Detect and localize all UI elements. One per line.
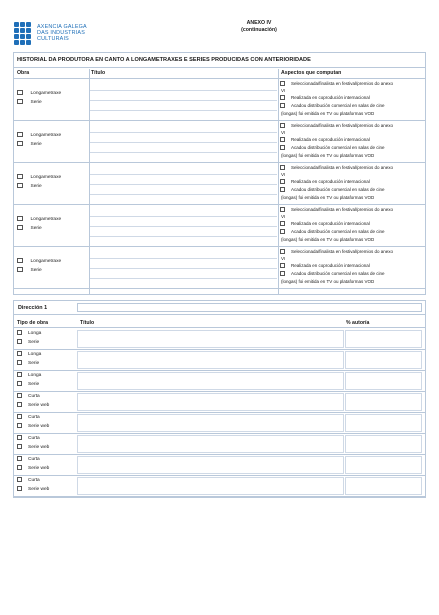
obra-label: Longametraxe (30, 133, 62, 138)
tipo-checkbox[interactable] (17, 435, 22, 440)
tipo-checkbox[interactable] (17, 360, 22, 365)
serie-checkbox[interactable] (17, 267, 23, 273)
history-section (13, 52, 426, 295)
tipo-label: Serie web (28, 402, 50, 408)
tipo-checkbox[interactable] (17, 372, 22, 377)
festival-checkbox[interactable] (280, 207, 285, 212)
tipo-checkbox[interactable] (17, 414, 22, 419)
serie-checkbox[interactable] (17, 225, 23, 231)
authorship-input[interactable] (345, 393, 422, 411)
obra-options (17, 257, 61, 275)
coproduction-checkbox[interactable] (280, 221, 285, 226)
aspect-label: VI (281, 130, 286, 135)
direction-table-header (14, 319, 425, 328)
aspect-label: (longas) foi emitida en TV ou plataformas VOD (281, 111, 375, 116)
aspect-label: VI (281, 214, 286, 219)
authorship-input[interactable] (345, 414, 422, 432)
obra-label: Serie (30, 184, 42, 189)
tipo-options (17, 435, 49, 452)
section-title: HISTORIAL DA PRODUTORA EN CANTO A LONGAMETRAXES E SERIES PRODUCIDAS CON ANTERIORIDADE (14, 53, 425, 68)
obra-label: Longametraxe (30, 91, 62, 96)
aspect-label: Acadou distribución comercial en salas de cine (291, 145, 385, 150)
tipo-options (17, 414, 49, 431)
direction-work-row (14, 434, 425, 455)
tipo-label: Curta (28, 436, 40, 441)
direction-work-row (14, 329, 425, 350)
col-tipo: Tipo de obra (17, 320, 49, 326)
aspect-label: (longas) foi emitida en TV ou plataformas VOD (281, 237, 375, 242)
col-aspectos: Aspectos que computan (281, 70, 342, 76)
tipo-options (17, 372, 41, 389)
authorship-input[interactable] (345, 477, 422, 495)
aspect-label: Seleccionada/finalista en festival/premios do anexo (291, 81, 394, 86)
distribution-checkbox[interactable] (280, 229, 285, 234)
direction-input[interactable] (77, 303, 422, 312)
tipo-options (17, 330, 41, 347)
direction-section (13, 300, 426, 498)
tipo-checkbox[interactable] (17, 486, 22, 491)
festival-checkbox[interactable] (280, 81, 285, 86)
tipo-checkbox[interactable] (17, 402, 22, 407)
page-header (14, 18, 426, 48)
obra-options (17, 131, 61, 149)
distribution-checkbox[interactable] (280, 103, 285, 108)
direction-work-row (14, 476, 425, 497)
aspect-label: Acadou distribución comercial en salas de cine (291, 187, 385, 192)
obra-options (17, 215, 61, 233)
direction-work-row (14, 392, 425, 413)
serie-checkbox[interactable] (17, 141, 23, 147)
obra-options (17, 173, 61, 191)
longametraxe-checkbox[interactable] (17, 90, 23, 96)
tipo-label: Serie web (28, 423, 50, 429)
annex-title: ANEXO IV (246, 20, 272, 26)
direction-row (14, 301, 425, 315)
tipo-checkbox[interactable] (17, 351, 22, 356)
aspect-label: (longas) foi emitida en TV ou plataformas VOD (281, 153, 375, 158)
tipo-label: Longa (28, 373, 42, 378)
aspect-label: Realizada en coprodución internacional (291, 95, 370, 100)
festival-checkbox[interactable] (280, 165, 285, 170)
distribution-checkbox[interactable] (280, 145, 285, 150)
aspect-label: Seleccionada/finalista en festival/premios do anexo (291, 249, 394, 254)
direction-work-row (14, 413, 425, 434)
work-title-input[interactable] (77, 393, 344, 411)
obra-label: Serie (30, 268, 42, 273)
longametraxe-checkbox[interactable] (17, 132, 23, 138)
work-title-input[interactable] (77, 435, 344, 453)
obra-label: Longametraxe (30, 217, 62, 222)
direction-work-row (14, 350, 425, 371)
tipo-label: Serie web (28, 486, 50, 492)
tipo-checkbox[interactable] (17, 465, 22, 470)
tipo-label: Longa (28, 352, 42, 357)
aspect-label: Seleccionada/finalista en festival/premios do anexo (291, 165, 394, 170)
authorship-input[interactable] (345, 372, 422, 390)
tipo-label: Curta (28, 457, 40, 462)
authorship-input[interactable] (345, 456, 422, 474)
work-title-input[interactable] (77, 477, 344, 495)
direction-work-row (14, 371, 425, 392)
title-field[interactable] (90, 80, 277, 120)
work-title-input[interactable] (77, 351, 344, 369)
annex-subtitle: (continuación) (241, 27, 277, 33)
festival-checkbox[interactable] (280, 123, 285, 128)
annex-heading (214, 20, 304, 34)
coproduction-checkbox[interactable] (280, 179, 285, 184)
title-field[interactable] (90, 122, 277, 162)
aspect-label: (longas) foi emitida en TV ou plataformas VOD (281, 279, 375, 284)
obra-options (17, 89, 61, 107)
serie-checkbox[interactable] (17, 99, 23, 105)
tipo-label: Curta (28, 415, 40, 420)
direction-work-row (14, 455, 425, 476)
coproduction-checkbox[interactable] (280, 95, 285, 100)
title-field[interactable] (90, 164, 277, 204)
tipo-label: Longa (28, 331, 42, 336)
tipo-checkbox[interactable] (17, 393, 22, 398)
obra-label: Longametraxe (30, 259, 62, 264)
authorship-input[interactable] (345, 330, 422, 348)
tipo-label: Curta (28, 394, 40, 399)
tipo-checkbox[interactable] (17, 339, 22, 344)
agency-logo-text: AXENCIA GALEGA DAS INDUSTRIAS CULTURAIS (37, 23, 87, 43)
longametraxe-checkbox[interactable] (17, 216, 23, 222)
history-row (14, 248, 425, 289)
col-autoria: % autoría (346, 320, 370, 326)
col-titulo2: Título (80, 320, 95, 326)
aspect-label: (longas) foi emitida en TV ou plataformas VOD (281, 195, 375, 200)
coproduction-checkbox[interactable] (280, 137, 285, 142)
history-row (14, 122, 425, 163)
distribution-checkbox[interactable] (280, 271, 285, 276)
history-table-header (14, 69, 425, 79)
history-row (14, 206, 425, 247)
title-field[interactable] (90, 248, 277, 288)
obra-label: Serie (30, 142, 42, 147)
aspect-label: VI (281, 172, 286, 177)
work-title-input[interactable] (77, 330, 344, 348)
obra-label: Serie (30, 226, 42, 231)
tipo-checkbox[interactable] (17, 423, 22, 428)
tipo-checkbox[interactable] (17, 330, 22, 335)
longametraxe-checkbox[interactable] (17, 258, 23, 264)
tipo-label: Serie web (28, 444, 50, 450)
tipo-checkbox[interactable] (17, 456, 22, 461)
history-row (14, 164, 425, 205)
aspect-label: Seleccionada/finalista en festival/premios do anexo (291, 123, 394, 128)
tipo-label: Curta (28, 478, 40, 483)
tipo-options (17, 351, 41, 368)
aspect-label: VI (281, 88, 286, 93)
work-title-input[interactable] (77, 456, 344, 474)
aspect-label: Acadou distribución comercial en salas de cine (291, 103, 385, 108)
distribution-checkbox[interactable] (280, 187, 285, 192)
coproduction-checkbox[interactable] (280, 263, 285, 268)
aspect-label: VI (281, 256, 286, 261)
tipo-options (17, 477, 49, 494)
tipo-label: Serie web (28, 465, 50, 471)
aspect-label: Acadou distribución comercial en salas de cine (291, 271, 385, 276)
serie-checkbox[interactable] (17, 183, 23, 189)
authorship-input[interactable] (345, 351, 422, 369)
tipo-label: Serie (28, 339, 40, 345)
agency-logo (14, 18, 110, 48)
agency-logo-icon (14, 19, 32, 47)
aspect-label: Realizada en coprodución internacional (291, 137, 370, 142)
authorship-input[interactable] (345, 435, 422, 453)
aspect-label: Realizada en coprodución internacional (291, 221, 370, 226)
tipo-options (17, 456, 49, 473)
obra-label: Longametraxe (30, 175, 62, 180)
tipo-checkbox[interactable] (17, 444, 22, 449)
aspect-label: Realizada en coprodución internacional (291, 179, 370, 184)
tipo-label: Serie (28, 360, 40, 366)
work-title-input[interactable] (77, 414, 344, 432)
festival-checkbox[interactable] (280, 249, 285, 254)
work-title-input[interactable] (77, 372, 344, 390)
tipo-checkbox[interactable] (17, 477, 22, 482)
obra-label: Serie (30, 100, 42, 105)
tipo-label: Serie (28, 381, 40, 387)
aspect-label: Realizada en coprodución internacional (291, 263, 370, 268)
aspect-label: Acadou distribución comercial en salas de cine (291, 229, 385, 234)
tipo-options (17, 393, 49, 410)
title-field[interactable] (90, 206, 277, 246)
col-titulo: Título (91, 70, 106, 76)
direction-label: Dirección 1 (18, 305, 48, 311)
longametraxe-checkbox[interactable] (17, 174, 23, 180)
aspect-label: Seleccionada/finalista en festival/premios do anexo (291, 207, 394, 212)
tipo-checkbox[interactable] (17, 381, 22, 386)
history-row (14, 80, 425, 121)
col-obra: Obra (17, 70, 30, 76)
